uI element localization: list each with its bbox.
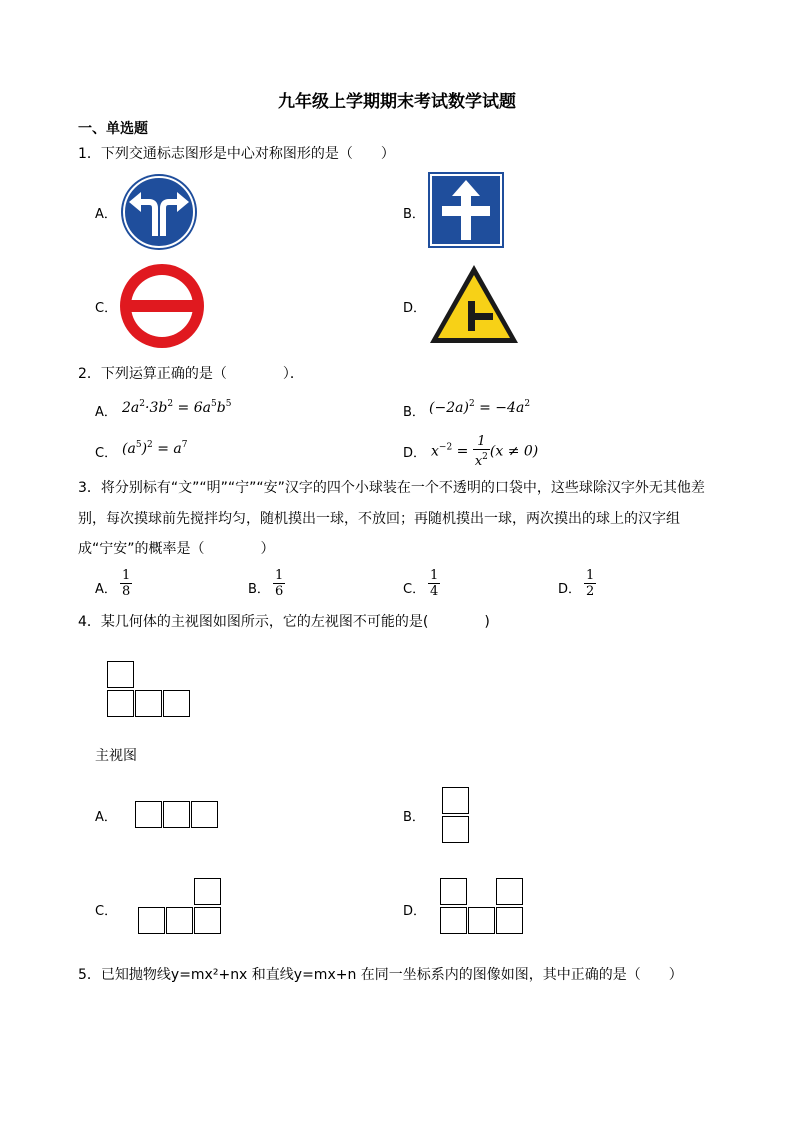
grid-cell	[138, 907, 165, 934]
question-1-stem: 1．下列交通标志图形是中心对称图形的是（ ）	[78, 146, 395, 162]
q3-option-a-fraction: $\frac{1}{8}$	[122, 568, 131, 599]
grid-cell	[442, 816, 469, 843]
turn-left-right-sign-icon[interactable]	[119, 172, 199, 252]
question-2-stem: 2．下列运算正确的是（ ）．	[78, 366, 304, 382]
q2-option-b-label: B．	[403, 405, 425, 420]
grid-cell	[163, 690, 190, 717]
q2-option-d-expr: $x^{-2}$ = $\frac{1}{x^2}$ (x ≠ 0)	[431, 434, 539, 469]
question-5-stem: 5．已知抛物线y=mx²+nx 和直线y=mx+n 在同一坐标系内的图像如图，其中正确的是（ ）	[78, 967, 683, 983]
q2-option-a-label: A．	[95, 405, 117, 420]
page-title: 九年级上学期期末考试数学试题	[278, 92, 516, 112]
q2-option-b-expr: $(-2a)^2 = -4a^2$	[429, 399, 531, 416]
t-junction-warning-sign-icon[interactable]	[428, 263, 520, 345]
grid-cell	[442, 787, 469, 814]
q4-option-c-label: C．	[95, 904, 118, 919]
grid-cell	[194, 878, 221, 905]
q2-option-a-expr: $2a^2\cdot 3b^2 = 6a^5b^5$	[122, 399, 232, 416]
q3-option-c-fraction: $\frac{1}{4}$	[430, 568, 439, 599]
grid-cell	[194, 907, 221, 934]
q3-option-c-label: C．	[403, 582, 426, 597]
q1-option-b-label: B．	[403, 207, 425, 222]
grid-cell	[496, 878, 523, 905]
q4-option-d-label: D．	[403, 904, 427, 919]
q4-option-b-label: B．	[403, 810, 425, 825]
question-3-line-3: 成“宁安”的概率是（ ）	[78, 541, 275, 557]
grid-cell	[135, 690, 162, 717]
grid-cell	[468, 907, 495, 934]
q2-option-d-label: D．	[403, 446, 427, 461]
grid-cell	[496, 907, 523, 934]
grid-cell	[440, 907, 467, 934]
grid-cell	[107, 690, 134, 717]
crossroad-sign-icon[interactable]	[428, 172, 504, 248]
q3-option-d-fraction: $\frac{1}{2}$	[586, 568, 595, 599]
q3-option-b-label: B．	[248, 582, 270, 597]
q1-option-c-label: C．	[95, 301, 118, 316]
q3-option-a-label: A．	[95, 582, 117, 597]
question-4-stem: 4．某几何体的主视图如图所示，它的左视图不可能的是( )	[78, 614, 490, 630]
grid-cell	[166, 907, 193, 934]
section-heading: 一、单选题	[78, 121, 148, 137]
q2-option-c-expr: $(a^5)^2 = a^7$	[122, 440, 188, 457]
q2-option-c-label: C．	[95, 446, 118, 461]
question-3-line-2: 别，每次摸球前先搅拌均匀，随机摸出一球，不放回；再随机摸出一球，两次摸出的球上的汉字组	[78, 511, 680, 527]
question-3-line-1: 3．将分别标有“文”“明”“宁”“安”汉字的四个小球装在一个不透明的口袋中，这些球除汉字外无其他差	[78, 480, 705, 496]
no-entry-sign-icon[interactable]	[118, 262, 206, 350]
grid-cell	[440, 878, 467, 905]
q1-option-d-label: D．	[403, 301, 427, 316]
grid-cell	[163, 801, 190, 828]
q1-option-a-label: A．	[95, 207, 117, 222]
grid-cell	[135, 801, 162, 828]
q3-option-b-fraction: $\frac{1}{6}$	[275, 568, 284, 599]
grid-cell	[191, 801, 218, 828]
q3-option-d-label: D．	[558, 582, 582, 597]
grid-cell	[107, 661, 134, 688]
q4-option-a-label: A．	[95, 810, 117, 825]
main-view-label: 主视图	[95, 748, 137, 764]
